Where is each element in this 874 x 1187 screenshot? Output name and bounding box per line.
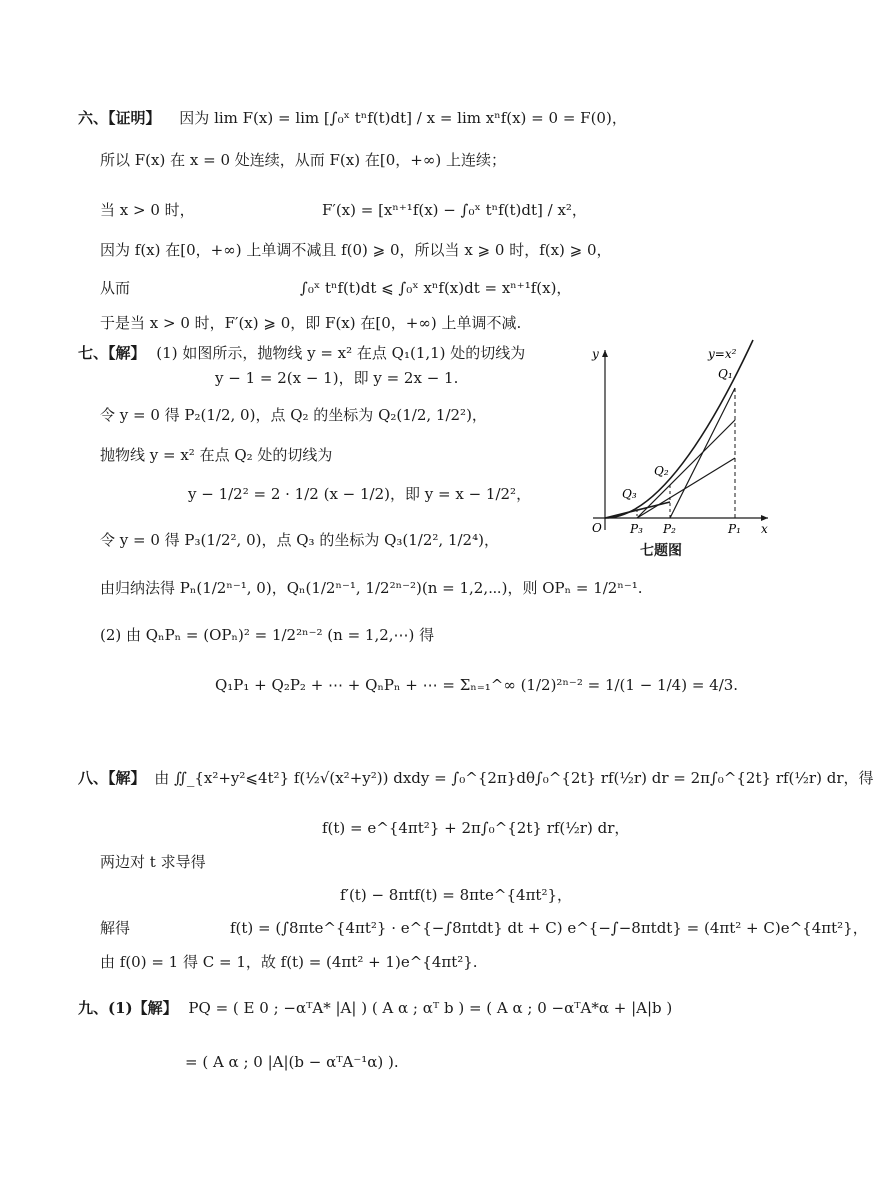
section-6-line-6: 于是当 x > 0 时，F′(x) ⩾ 0，即 F(x) 在[0，+∞) 上单调不减.	[100, 314, 522, 332]
section-7-label: 七、【解】	[78, 344, 146, 362]
y-axis-arrow-icon	[602, 350, 608, 357]
axis-y-label: y	[592, 347, 599, 361]
tangent-q2-extended	[637, 420, 735, 518]
section-7-line-6: 令 y = 0 得 P₃(1/2², 0)，点 Q₃ 的坐标为 Q₃(1/2², 1/2⁴)，	[100, 531, 499, 549]
q3-label: Q₃	[622, 487, 637, 501]
section-6-line-4: 因为 f(x) 在[0，+∞) 上单调不减且 f(0) ⩾ 0，所以当 x ⩾ 0 时，f(x) ⩾ 0，	[100, 241, 612, 259]
section-8-line-6: 由 f(0) = 1 得 C = 1，故 f(t) = (4πt² + 1)e^{4πt²}.	[100, 953, 478, 971]
section-7-line-1: (1) 如图所示，抛物线 y = x² 在点 Q₁(1,1) 处的切线为	[156, 344, 526, 362]
section-6-line-3b: F′(x) = [xⁿ⁺¹f(x) − ∫₀ˣ tⁿf(t)dt] / x²，	[322, 201, 587, 219]
section-6-line-5a: 从而	[100, 279, 131, 297]
section-7-line-3: 令 y = 0 得 P₂(1/2, 0)，点 Q₂ 的坐标为 Q₂(1/2, 1/2²)，	[100, 406, 487, 424]
section-7-line-9: Q₁P₁ + Q₂P₂ + ⋯ + QₙPₙ + ⋯ = Σₙ₌₁^∞ (1/2)²ⁿ⁻² = 1/(1 − 1/4) = 4/3.	[215, 676, 739, 694]
section-8-line-1: 由 ∬_{x²+y²⩽4t²} f(½√(x²+y²)) dxdy = ∫₀^{2π}dθ∫₀^{2t} rf(½r) dr = 2π∫₀^{2t} rf(½r) dr，得	[154, 769, 874, 787]
origin-label: O	[592, 521, 602, 535]
section-9-header	[78, 998, 672, 1018]
parabola-figure	[578, 340, 773, 565]
section-9-line-2: = ( A α ; 0 |A|(b − αᵀA⁻¹α) ).	[185, 1053, 399, 1071]
section-6-header	[78, 108, 627, 128]
x-axis-arrow-icon	[761, 515, 768, 521]
section-8-line-5a: 解得	[100, 919, 131, 937]
section-6-line-2: 所以 F(x) 在 x = 0 处连续，从而 F(x) 在[0，+∞) 上连续；	[100, 151, 506, 169]
q1-label: Q₁	[718, 367, 733, 381]
section-7-line-2: y − 1 = 2(x − 1)，即 y = 2x − 1.	[215, 369, 459, 387]
p2-label: P₂	[663, 522, 676, 536]
section-6-line-1: 因为 lim F(x) = lim [∫₀ˣ tⁿf(t)dt] / x = lim xⁿf(x) = 0 = F(0)，	[179, 109, 627, 127]
section-8-line-2: f(t) = e^{4πt²} + 2π∫₀^{2t} rf(½r) dr，	[322, 819, 630, 837]
section-8-label: 八、【解】	[78, 769, 146, 787]
section-7-line-5: y − 1/2² = 2 · 1/2 (x − 1/2)，即 y = x − 1/2²，	[188, 485, 532, 503]
section-9-line-1: PQ = ( E 0 ; −αᵀA* |A| ) ( A α ; αᵀ b ) = ( A α ; 0 −αᵀA*α + |A|b )	[188, 999, 673, 1017]
section-7-line-4: 抛物线 y = x² 在点 Q₂ 处的切线为	[100, 446, 333, 464]
tangent-q3-extended	[637, 458, 735, 518]
section-8-line-4: f′(t) − 8πtf(t) = 8πte^{4πt²}，	[340, 886, 573, 904]
section-8-line-3: 两边对 t 求导得	[100, 853, 206, 871]
section-6-line-5b: ∫₀ˣ tⁿf(t)dt ⩽ ∫₀ˣ xⁿf(x)dt = xⁿ⁺¹f(x)，	[300, 279, 572, 297]
p3-label: P₃	[630, 522, 643, 536]
curve-label: y=x²	[708, 347, 737, 361]
axis-x-label: x	[761, 522, 768, 536]
figure-caption: 七题图	[640, 543, 682, 559]
p1-label: P₁	[728, 522, 741, 536]
section-7-header	[78, 343, 525, 363]
section-6-line-3a: 当 x > 0 时，	[100, 201, 195, 219]
section-9-label: 九、(1)【解】	[78, 999, 178, 1017]
section-7-line-7: 由归纳法得 Pₙ(1/2ⁿ⁻¹, 0)，Qₙ(1/2ⁿ⁻¹, 1/2²ⁿ⁻²)(n = 1,2,⋯)，则 OPₙ = 1/2ⁿ⁻¹.	[100, 579, 643, 597]
section-6-label: 六、【证明】	[78, 109, 161, 127]
q2-label: Q₂	[654, 464, 669, 478]
section-8-line-5b: f(t) = (∫8πte^{4πt²} · e^{−∫8πtdt} dt + C) e^{−∫−8πtdt} = (4πt² + C)e^{4πt²}，	[230, 919, 868, 937]
section-8-header	[78, 768, 874, 788]
section-7-line-8: (2) 由 QₙPₙ = (OPₙ)² = 1/2²ⁿ⁻² (n = 1,2,⋯) 得	[100, 626, 435, 644]
